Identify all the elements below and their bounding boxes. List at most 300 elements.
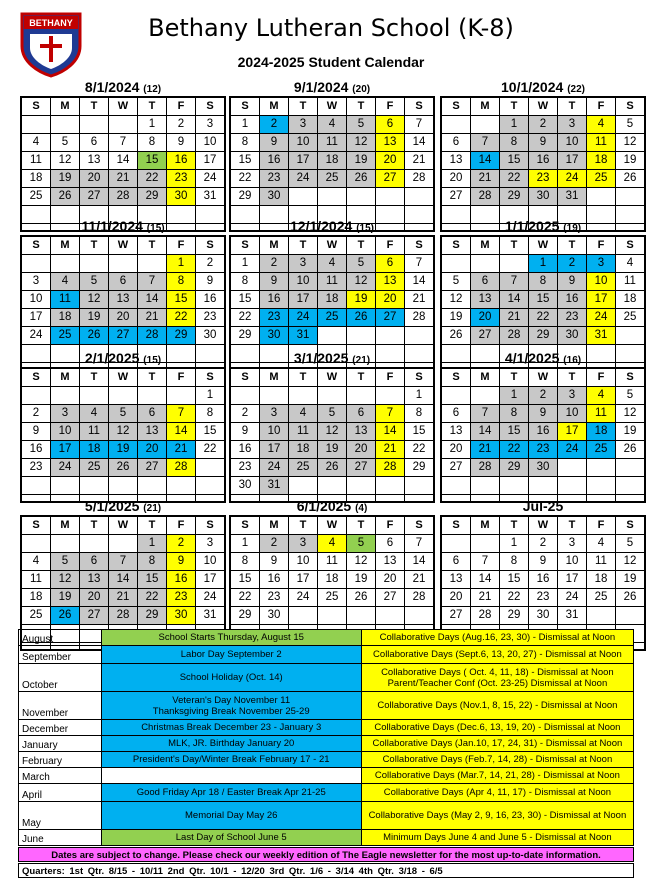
- day-cell: 25: [587, 441, 615, 458]
- day-cell: 13: [376, 553, 404, 570]
- day-cell: 11: [289, 423, 317, 440]
- empty-day-cell: [109, 477, 137, 494]
- day-cell: 12: [442, 291, 470, 308]
- empty-day-cell: [51, 255, 79, 272]
- day-cell: 17: [587, 291, 615, 308]
- day-cell: 19: [347, 152, 375, 169]
- day-cell: 29: [529, 327, 557, 344]
- school-day-count: (15): [356, 223, 374, 234]
- day-cell: 11: [318, 553, 346, 570]
- day-cell: 28: [167, 459, 195, 476]
- day-cell: 29: [138, 188, 166, 205]
- weekday-header: T: [558, 237, 586, 254]
- day-cell: 22: [500, 589, 528, 606]
- event-month: January: [19, 736, 102, 752]
- day-cell: 29: [405, 459, 433, 476]
- day-cell: 12: [347, 553, 375, 570]
- day-cell: 26: [318, 459, 346, 476]
- day-cell: 27: [80, 607, 108, 624]
- day-cell: 3: [558, 387, 586, 404]
- empty-day-cell: [109, 255, 137, 272]
- empty-day-cell: [616, 477, 644, 494]
- day-cell: 3: [289, 255, 317, 272]
- weekday-header: S: [616, 517, 644, 534]
- day-cell: 17: [558, 571, 586, 588]
- day-cell: 16: [529, 423, 557, 440]
- weekday-header: S: [405, 369, 433, 386]
- weekday-header: W: [529, 369, 557, 386]
- empty-day-cell: [318, 327, 346, 344]
- day-cell: 1: [138, 535, 166, 552]
- empty-day-cell: [80, 255, 108, 272]
- day-cell: 27: [138, 459, 166, 476]
- day-cell: 9: [22, 423, 50, 440]
- day-cell: 10: [260, 423, 288, 440]
- empty-day-cell: [376, 477, 404, 494]
- empty-day-cell: [442, 387, 470, 404]
- day-cell: 15: [500, 571, 528, 588]
- weekday-header: S: [442, 98, 470, 115]
- day-cell: 24: [289, 309, 317, 326]
- weekday-header: W: [109, 517, 137, 534]
- empty-day-cell: [471, 255, 499, 272]
- day-cell: 20: [376, 152, 404, 169]
- day-cell: 18: [51, 309, 79, 326]
- weekday-header: S: [616, 98, 644, 115]
- day-cell: 11: [318, 134, 346, 151]
- day-cell: 7: [376, 405, 404, 422]
- day-cell: 27: [442, 607, 470, 624]
- day-cell: 6: [109, 273, 137, 290]
- empty-day-cell: [616, 607, 644, 624]
- day-cell: 27: [442, 459, 470, 476]
- weekday-header: W: [109, 98, 137, 115]
- day-cell: 23: [260, 170, 288, 187]
- day-cell: 29: [231, 607, 259, 624]
- day-cell: 31: [558, 188, 586, 205]
- day-cell: 5: [109, 405, 137, 422]
- day-cell: 20: [471, 309, 499, 326]
- collaborative-days: Collaborative Days (Aug.16, 23, 30) - Dismissal at Noon: [361, 630, 633, 646]
- empty-day-cell: [167, 387, 195, 404]
- day-cell: 1: [231, 255, 259, 272]
- weekday-header: F: [376, 369, 404, 386]
- day-cell: 4: [318, 535, 346, 552]
- day-cell: 26: [442, 327, 470, 344]
- event-description: Last Day of School June 5: [101, 830, 361, 846]
- day-cell: 4: [318, 116, 346, 133]
- day-cell: 17: [260, 441, 288, 458]
- day-cell: 6: [376, 535, 404, 552]
- month-grid: [20, 96, 226, 232]
- day-cell: 15: [167, 291, 195, 308]
- day-cell: 15: [231, 571, 259, 588]
- weekday-header: T: [80, 517, 108, 534]
- event-description: School Starts Thursday, August 15: [101, 630, 361, 646]
- empty-day-cell: [80, 535, 108, 552]
- day-cell: 14: [471, 423, 499, 440]
- day-cell: 25: [587, 170, 615, 187]
- day-cell: 24: [22, 327, 50, 344]
- day-cell: 19: [616, 423, 644, 440]
- day-cell: 14: [109, 152, 137, 169]
- day-cell: 14: [471, 152, 499, 169]
- weekday-header: W: [109, 369, 137, 386]
- quarters-line: Quarters: 1st Qtr. 8/15 - 10/11 2nd Qtr. 10/1 - 12/20 3rd Qtr. 1/6 - 3/14 4th Qtr. 3/18 - 6/5: [18, 863, 634, 878]
- month-calendar: [440, 497, 646, 651]
- empty-day-cell: [80, 387, 108, 404]
- weekday-header: S: [616, 237, 644, 254]
- day-cell: 28: [405, 309, 433, 326]
- month-title: 5/1/2025 (21): [84, 498, 162, 514]
- day-cell: 4: [616, 255, 644, 272]
- month-grid: [229, 96, 435, 232]
- day-cell: 10: [196, 553, 224, 570]
- day-cell: 7: [167, 405, 195, 422]
- day-cell: 22: [231, 170, 259, 187]
- day-cell: 7: [109, 134, 137, 151]
- day-cell: 7: [109, 553, 137, 570]
- school-day-count: (21): [352, 355, 371, 366]
- weekday-header: M: [51, 237, 79, 254]
- day-cell: 24: [558, 170, 586, 187]
- weekday-header: F: [587, 237, 615, 254]
- day-cell: 2: [260, 255, 288, 272]
- weekday-header: W: [318, 369, 346, 386]
- empty-day-cell: [22, 116, 50, 133]
- day-cell: 1: [500, 387, 528, 404]
- day-cell: 31: [558, 607, 586, 624]
- day-cell: 1: [529, 255, 557, 272]
- weekday-header: T: [138, 517, 166, 534]
- month-calendar: [229, 349, 435, 503]
- weekday-header: S: [442, 237, 470, 254]
- weekday-header: T: [500, 237, 528, 254]
- day-cell: 27: [376, 589, 404, 606]
- day-cell: 11: [616, 273, 644, 290]
- day-cell: 1: [196, 387, 224, 404]
- empty-day-cell: [231, 387, 259, 404]
- day-cell: 15: [500, 423, 528, 440]
- weekday-header: M: [260, 237, 288, 254]
- day-cell: 21: [109, 589, 137, 606]
- day-cell: 16: [167, 152, 195, 169]
- day-cell: 15: [500, 152, 528, 169]
- day-cell: 5: [318, 405, 346, 422]
- day-cell: 9: [196, 273, 224, 290]
- day-cell: 8: [167, 273, 195, 290]
- collaborative-days: Collaborative Days (Apr 4, 11, 17) - Dismissal at Noon: [361, 784, 633, 802]
- weekday-header: T: [289, 237, 317, 254]
- empty-day-cell: [500, 255, 528, 272]
- month-calendar: [229, 217, 435, 371]
- day-cell: 2: [167, 535, 195, 552]
- day-cell: 12: [616, 405, 644, 422]
- day-cell: 16: [529, 152, 557, 169]
- day-cell: 19: [109, 441, 137, 458]
- month-calendar: [229, 78, 435, 232]
- empty-day-cell: [471, 477, 499, 494]
- empty-day-cell: [376, 387, 404, 404]
- day-cell: 11: [80, 423, 108, 440]
- school-day-count: (15): [143, 355, 162, 366]
- day-cell: 5: [616, 387, 644, 404]
- day-cell: 6: [347, 405, 375, 422]
- day-cell: 27: [109, 327, 137, 344]
- month-title: 12/1/2024 (15): [290, 218, 374, 234]
- month-grid: [20, 367, 226, 503]
- weekday-header: S: [231, 369, 259, 386]
- empty-day-cell: [500, 477, 528, 494]
- empty-day-cell: [442, 116, 470, 133]
- day-cell: 11: [587, 134, 615, 151]
- day-cell: 3: [587, 255, 615, 272]
- day-cell: 22: [138, 170, 166, 187]
- day-cell: 17: [289, 571, 317, 588]
- empty-day-cell: [529, 477, 557, 494]
- day-cell: 4: [587, 387, 615, 404]
- day-cell: 26: [347, 170, 375, 187]
- day-cell: 20: [442, 170, 470, 187]
- empty-day-cell: [347, 327, 375, 344]
- day-cell: 11: [587, 405, 615, 422]
- day-cell: 20: [109, 309, 137, 326]
- day-cell: 23: [529, 589, 557, 606]
- empty-day-cell: [196, 477, 224, 494]
- day-cell: 24: [260, 459, 288, 476]
- day-cell: 2: [529, 116, 557, 133]
- month-title: 9/1/2024 (20): [293, 79, 371, 95]
- event-month: May: [19, 802, 102, 830]
- weekday-header: F: [167, 369, 195, 386]
- day-cell: 5: [442, 273, 470, 290]
- weekday-header: M: [260, 98, 288, 115]
- weekday-header: W: [318, 517, 346, 534]
- empty-day-cell: [442, 535, 470, 552]
- day-cell: 19: [80, 309, 108, 326]
- day-cell: 17: [558, 152, 586, 169]
- day-cell: 19: [616, 152, 644, 169]
- day-cell: 11: [22, 152, 50, 169]
- day-cell: 19: [616, 571, 644, 588]
- weekday-header: W: [318, 237, 346, 254]
- day-cell: 2: [196, 255, 224, 272]
- month-calendar: [20, 349, 226, 503]
- month-calendar: [20, 497, 226, 651]
- day-cell: 14: [167, 423, 195, 440]
- day-cell: 16: [529, 571, 557, 588]
- day-cell: 30: [260, 327, 288, 344]
- day-cell: 13: [138, 423, 166, 440]
- day-cell: 14: [500, 291, 528, 308]
- day-cell: 11: [318, 273, 346, 290]
- day-cell: 28: [500, 327, 528, 344]
- day-cell: 7: [471, 553, 499, 570]
- month-grid: [440, 96, 646, 232]
- day-cell: 4: [51, 273, 79, 290]
- day-cell: 25: [587, 589, 615, 606]
- empty-day-cell: [347, 188, 375, 205]
- weekday-header: T: [347, 98, 375, 115]
- day-cell: 13: [376, 273, 404, 290]
- event-month: February: [19, 752, 102, 768]
- weekday-header: M: [471, 98, 499, 115]
- month-calendar: [20, 78, 226, 232]
- day-cell: 20: [376, 291, 404, 308]
- day-cell: 22: [138, 589, 166, 606]
- day-cell: 10: [558, 553, 586, 570]
- logo-text: BETHANY: [29, 18, 73, 28]
- empty-day-cell: [289, 188, 317, 205]
- event-row: [19, 664, 634, 692]
- day-cell: 14: [405, 134, 433, 151]
- day-cell: 24: [558, 441, 586, 458]
- day-cell: 31: [260, 477, 288, 494]
- day-cell: 5: [51, 553, 79, 570]
- day-cell: 29: [231, 327, 259, 344]
- day-cell: 6: [376, 255, 404, 272]
- empty-day-cell: [289, 477, 317, 494]
- day-cell: 23: [529, 441, 557, 458]
- day-cell: 11: [51, 291, 79, 308]
- day-cell: 20: [80, 170, 108, 187]
- day-cell: 13: [442, 152, 470, 169]
- day-cell: 10: [22, 291, 50, 308]
- event-row: [19, 646, 634, 664]
- day-cell: 17: [22, 309, 50, 326]
- weekday-header: M: [471, 517, 499, 534]
- day-cell: 25: [80, 459, 108, 476]
- empty-day-cell: [109, 116, 137, 133]
- month-calendar: [440, 78, 646, 232]
- day-cell: 22: [500, 441, 528, 458]
- day-cell: 24: [587, 309, 615, 326]
- day-cell: 9: [260, 134, 288, 151]
- empty-day-cell: [22, 387, 50, 404]
- day-cell: 12: [80, 291, 108, 308]
- day-cell: 13: [442, 571, 470, 588]
- weekday-header: F: [587, 517, 615, 534]
- day-cell: 23: [558, 309, 586, 326]
- empty-day-cell: [289, 607, 317, 624]
- day-cell: 18: [80, 441, 108, 458]
- day-cell: 3: [558, 535, 586, 552]
- weekday-header: F: [376, 237, 404, 254]
- day-cell: 12: [51, 571, 79, 588]
- day-cell: 24: [289, 170, 317, 187]
- empty-day-cell: [347, 607, 375, 624]
- day-cell: 19: [347, 291, 375, 308]
- day-cell: 28: [138, 327, 166, 344]
- day-cell: 28: [405, 170, 433, 187]
- day-cell: 6: [442, 553, 470, 570]
- day-cell: 6: [80, 134, 108, 151]
- day-cell: 4: [80, 405, 108, 422]
- day-cell: 8: [231, 553, 259, 570]
- day-cell: 28: [109, 188, 137, 205]
- day-cell: 29: [500, 459, 528, 476]
- day-cell: 25: [318, 309, 346, 326]
- empty-day-cell: [109, 535, 137, 552]
- weekday-header: M: [471, 369, 499, 386]
- weekday-header: S: [405, 517, 433, 534]
- day-cell: 10: [289, 273, 317, 290]
- weekday-header: S: [405, 237, 433, 254]
- day-cell: 10: [196, 134, 224, 151]
- day-cell: 27: [376, 170, 404, 187]
- month-title: 6/1/2025 (4): [296, 498, 368, 514]
- weekday-header: W: [529, 98, 557, 115]
- weekday-header: T: [558, 98, 586, 115]
- school-day-count: (12): [143, 84, 162, 95]
- weekday-header: T: [558, 517, 586, 534]
- day-cell: 20: [442, 441, 470, 458]
- day-cell: 17: [289, 291, 317, 308]
- day-cell: 10: [558, 405, 586, 422]
- event-row: [19, 692, 634, 720]
- day-cell: 30: [529, 188, 557, 205]
- event-row: [19, 630, 634, 646]
- day-cell: 30: [167, 607, 195, 624]
- weekday-header: S: [231, 237, 259, 254]
- empty-day-cell: [405, 327, 433, 344]
- day-cell: 11: [587, 553, 615, 570]
- day-cell: 27: [376, 309, 404, 326]
- empty-day-cell: [471, 116, 499, 133]
- day-cell: 1: [231, 116, 259, 133]
- month-grid: [229, 367, 435, 503]
- day-cell: 1: [138, 116, 166, 133]
- day-cell: 7: [405, 255, 433, 272]
- day-cell: 30: [231, 477, 259, 494]
- day-cell: 2: [558, 255, 586, 272]
- day-cell: 18: [318, 571, 346, 588]
- day-cell: 15: [138, 571, 166, 588]
- day-cell: 1: [231, 535, 259, 552]
- weekday-header: T: [138, 369, 166, 386]
- day-cell: 8: [500, 134, 528, 151]
- empty-day-cell: [51, 477, 79, 494]
- day-cell: 8: [231, 273, 259, 290]
- day-cell: 28: [109, 607, 137, 624]
- day-cell: 16: [167, 571, 195, 588]
- day-cell: 24: [289, 589, 317, 606]
- empty-day-cell: [260, 387, 288, 404]
- weekday-header: W: [529, 237, 557, 254]
- day-cell: 3: [22, 273, 50, 290]
- day-cell: 1: [500, 116, 528, 133]
- day-cell: 15: [138, 152, 166, 169]
- empty-day-cell: [318, 188, 346, 205]
- weekday-header: T: [289, 98, 317, 115]
- page-subtitle: 2024-2025 Student Calendar: [237, 54, 425, 70]
- event-row: [19, 802, 634, 830]
- collaborative-days: Collaborative Days (Sept.6, 13, 20, 27) - Dismissal at Noon: [361, 646, 633, 664]
- day-cell: 18: [616, 291, 644, 308]
- day-cell: 14: [109, 571, 137, 588]
- event-month: October: [19, 664, 102, 692]
- weekday-header: S: [616, 369, 644, 386]
- event-row: [19, 752, 634, 768]
- collaborative-days: Collaborative Days ( Oct. 4, 11, 18) - Dismissal at Noon Parent/Teacher Conf (Oct. 23-25) Dismissal at Noon: [361, 664, 633, 692]
- day-cell: 11: [22, 571, 50, 588]
- empty-day-cell: [405, 477, 433, 494]
- page-title: Bethany Lutheran School (K-8): [148, 14, 514, 42]
- empty-day-cell: [22, 255, 50, 272]
- day-cell: 20: [347, 441, 375, 458]
- day-cell: 12: [616, 134, 644, 151]
- day-cell: 4: [587, 535, 615, 552]
